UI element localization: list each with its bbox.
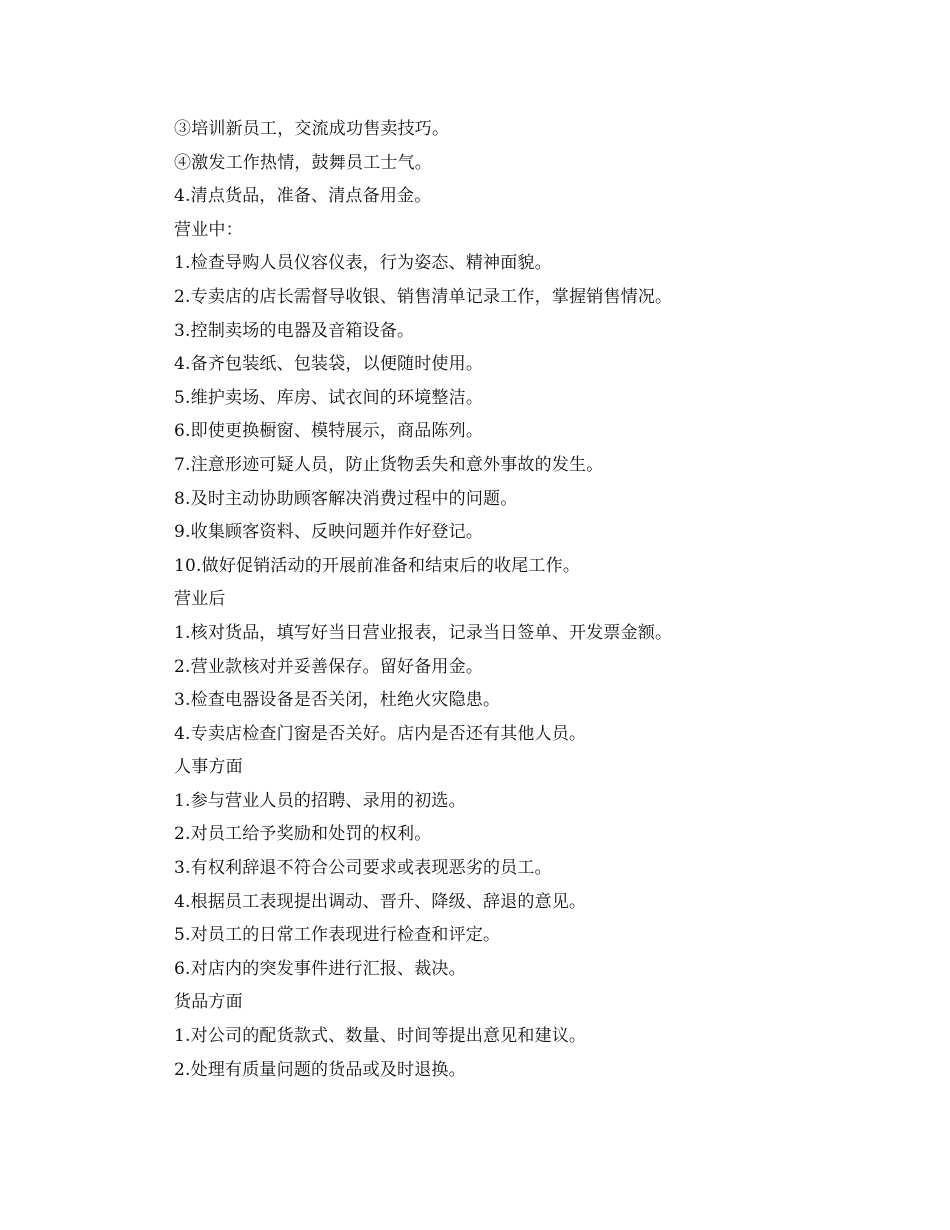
text-line: 6.对店内的突发事件进行汇报、裁决。: [174, 958, 466, 979]
text-line: 6.即使更换橱窗、模特展示，商品陈列。: [174, 421, 484, 442]
text-line: 4.专卖店检查门窗是否关好。店内是否还有其他人员。: [174, 723, 587, 744]
text-line: 2.营业款核对并妥善保存。留好备用金。: [174, 656, 484, 677]
text-line: 5.对员工的日常工作表现进行检查和评定。: [174, 925, 501, 946]
text-line: 4.备齐包装纸、包装袋，以便随时使用。: [174, 354, 484, 375]
text-line: 2.处理有质量问题的货品或及时退换。: [174, 1059, 466, 1080]
text-line: 1.对公司的配货款式、数量、时间等提出意见和建议。: [174, 1026, 587, 1047]
text-line: 4.清点货品，准备、清点备用金。: [174, 186, 432, 207]
text-line: 1.检查导购人员仪容仪表，行为姿态、精神面貌。: [174, 253, 552, 274]
text-line: 2.专卖店的店长需督导收银、销售清单记录工作，掌握销售情况。: [174, 286, 673, 307]
section-heading: 营业后: [174, 589, 226, 610]
text-line: 3.检查电器设备是否关闭，杜绝火灾隐患。: [174, 690, 501, 711]
text-line: ③培训新员工，交流成功售卖技巧。: [174, 119, 450, 139]
text-line: 3.有权利辞退不符合公司要求或表现恶劣的员工。: [174, 858, 552, 879]
text-line: 7.注意形迹可疑人员，防止货物丢失和意外事故的发生。: [174, 454, 604, 475]
section-heading: 人事方面: [174, 757, 243, 778]
section-heading: 货品方面: [174, 992, 243, 1013]
text-line: 4.根据员工表现提出调动、晋升、降级、辞退的意见。: [174, 891, 587, 912]
text-line: 3.控制卖场的电器及音箱设备。: [174, 320, 415, 341]
text-line: 2.对员工给予奖励和处罚的权利。: [174, 824, 432, 845]
text-line: 8.及时主动协助顾客解决消费过程中的问题。: [174, 488, 518, 509]
text-line: 1.参与营业人员的招聘、录用的初选。: [174, 790, 466, 811]
text-line: 9.收集顾客资料、反映问题并作好登记。: [174, 522, 484, 543]
text-line: 10.做好促销活动的开展前准备和结束后的收尾工作。: [174, 555, 581, 576]
document-body: [174, 113, 894, 1087]
text-line: 1.核对货品，填写好当日营业报表，记录当日签单、开发票金额。: [174, 622, 673, 643]
text-line: 5.维护卖场、库房、试衣间的环境整洁。: [174, 387, 484, 408]
text-line: ④激发工作热情，鼓舞员工士气。: [174, 152, 432, 173]
section-heading: 营业中：: [174, 219, 243, 240]
